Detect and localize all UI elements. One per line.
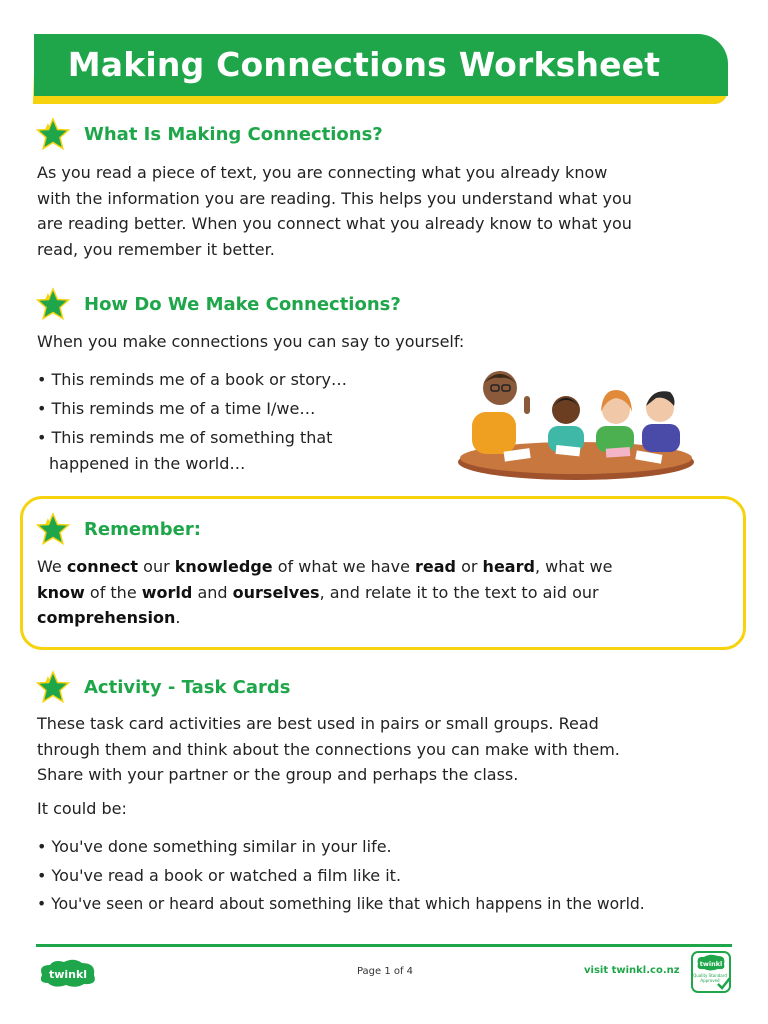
text-run: We xyxy=(37,557,67,576)
bold-term: knowledge xyxy=(174,557,273,576)
remember-paragraph xyxy=(37,554,727,631)
how-bullet-list xyxy=(37,365,347,476)
list-item-continuation: happened in the world… xyxy=(49,454,246,473)
list-item: • This reminds me of something that xyxy=(37,428,333,447)
logo-text: twinkl xyxy=(48,968,88,981)
text-run: , what we xyxy=(534,557,613,576)
what-line: are reading better. When you connect what you already know to what you xyxy=(37,214,632,233)
section-title-activity: Activity - Task Cards xyxy=(84,676,291,698)
bold-term: world xyxy=(141,582,193,602)
list-item: • You've read a book or watched a film like it. xyxy=(37,866,402,885)
activity-paragraph xyxy=(37,711,737,788)
star-icon xyxy=(36,670,70,704)
remember-line-3 xyxy=(37,605,727,631)
section-heading-activity xyxy=(36,670,291,704)
section-title-what: What Is Making Connections? xyxy=(84,123,383,145)
text-run: and xyxy=(192,582,233,602)
footer-divider xyxy=(36,944,732,947)
activity-bullet-list xyxy=(37,832,757,919)
list-item: • This reminds me of a book or story… xyxy=(37,370,348,389)
page-number: Page 1 of 4 xyxy=(356,966,414,977)
section-title-how: How Do We Make Connections? xyxy=(84,293,401,315)
text-run: our xyxy=(138,557,175,576)
could-be-label: It could be: xyxy=(37,799,127,818)
list-item: • You've done something similar in your life. xyxy=(37,837,392,856)
classroom-illustration xyxy=(456,366,696,482)
what-line: As you read a piece of text, you are connecting what you already know xyxy=(37,163,608,182)
text-run: or xyxy=(456,557,483,576)
badge-line-1: Quality Standard xyxy=(693,973,727,978)
bold-term: ourselves xyxy=(232,582,320,602)
list-item: • This reminds me of a time I/we… xyxy=(37,399,316,418)
text-run: of the xyxy=(84,582,142,602)
text-run: of what we have xyxy=(272,557,415,576)
section-title-remember: Remember: xyxy=(84,518,201,540)
bold-term: comprehension xyxy=(37,608,176,627)
activity-line: These task card activities are best used in pairs or small groups. Read xyxy=(37,714,599,733)
star-icon xyxy=(36,117,70,151)
quality-badge-icon xyxy=(690,950,734,994)
badge-line-2: Approved xyxy=(700,978,720,983)
what-line: with the information you are reading. This helps you understand what you xyxy=(37,188,632,208)
visit-link[interactable]: visit twinkl.co.nz xyxy=(584,965,680,976)
page-title: Making Connections Worksheet xyxy=(67,45,661,84)
list-item: • You've seen or heard about something like that which happens in the world. xyxy=(37,895,645,913)
text-run: , and relate it to the text to aid our xyxy=(319,582,599,602)
remember-line-1 xyxy=(37,554,727,580)
bold-term: heard xyxy=(482,557,535,576)
remember-line-2 xyxy=(37,580,727,606)
section-heading-remember xyxy=(36,512,201,546)
text-run: . xyxy=(175,608,181,627)
activity-line: Share with your partner or the group and perhaps the class. xyxy=(37,765,519,784)
section-heading-how xyxy=(36,287,401,321)
section-heading-what xyxy=(36,117,383,151)
bold-term: read xyxy=(415,557,456,576)
star-icon xyxy=(36,512,70,546)
what-line: read, you remember it better. xyxy=(37,239,275,259)
twinkl-logo xyxy=(36,957,100,989)
star-icon xyxy=(36,287,70,321)
bold-term: connect xyxy=(66,557,139,576)
what-paragraph xyxy=(37,160,737,262)
bold-term: know xyxy=(37,582,85,602)
title-banner xyxy=(34,34,728,106)
activity-line: through them and think about the connections you can make with them. xyxy=(37,739,620,759)
badge-top-text: twinkl xyxy=(699,960,723,968)
how-intro: When you make connections you can say to yourself: xyxy=(37,332,465,351)
